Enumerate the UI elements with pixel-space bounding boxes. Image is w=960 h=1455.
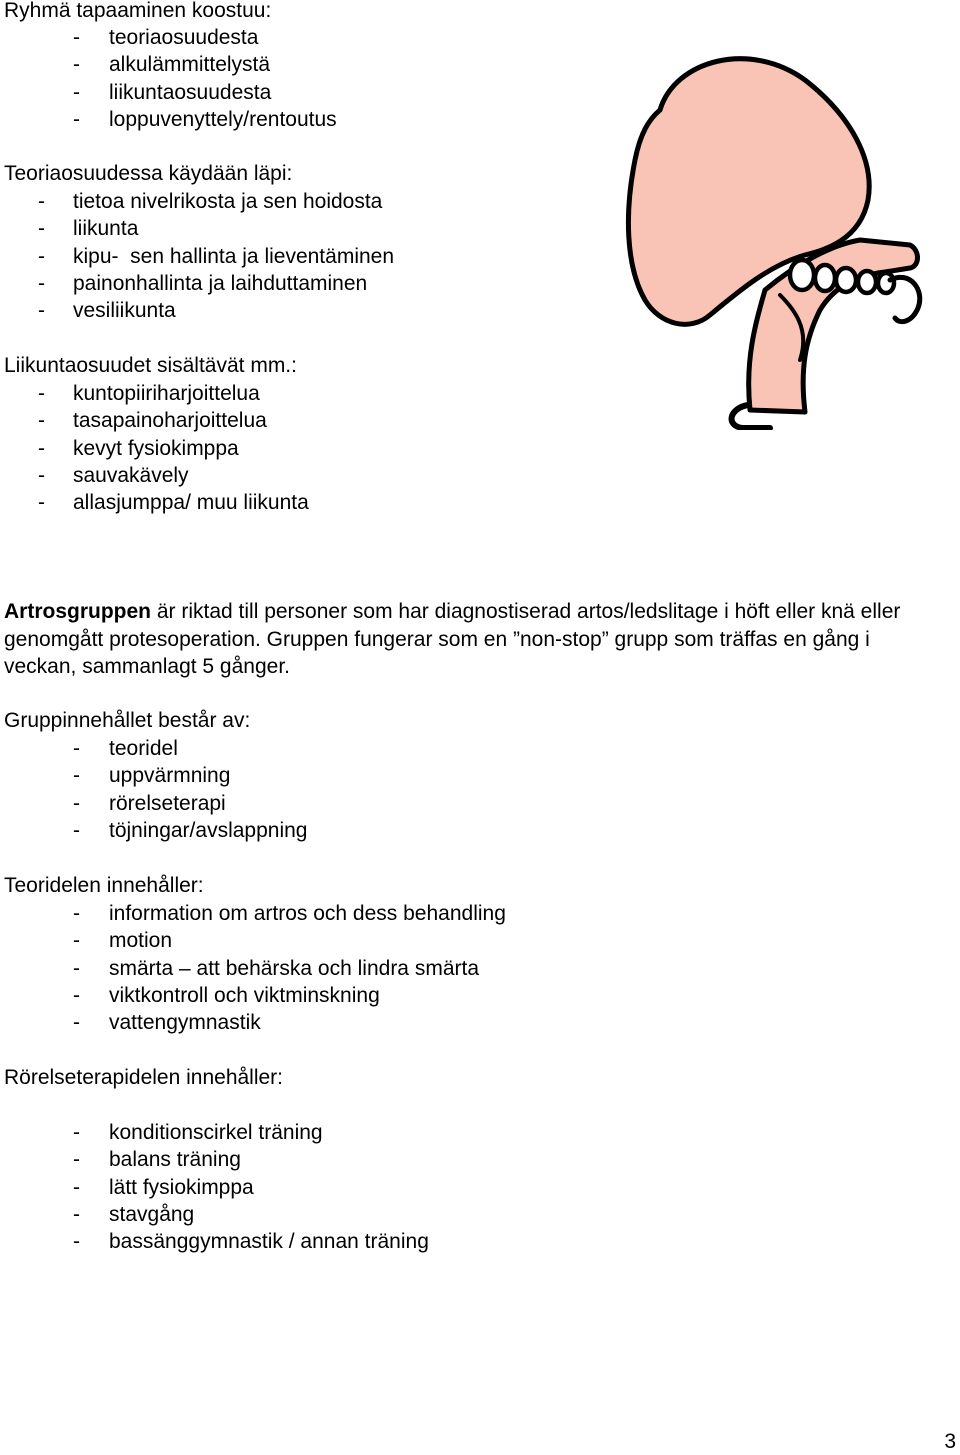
section-heading-theory: Teoriaosuudessa käydään läpi: (4, 162, 293, 185)
intro-text: är riktad till personer som har diagnostiserad artos/ledslitage i höft eller knä eller genomgått protesoperation. Gruppen fungerar som en ”non-stop” grupp som träffas en gång i veckan, sammanlagt 5 gånger. (4, 600, 901, 678)
section-heading-movement-therapy: Rörelseterapidelen innehåller: (4, 1066, 284, 1089)
page-number: 3 (944, 1430, 956, 1453)
section-heading-theory-part: Teoridelen innehåller: (4, 874, 204, 897)
section-heading-group-meeting: Ryhmä tapaaminen koostuu: (4, 0, 272, 22)
section-heading-exercise: Liikuntaosuudet sisältävät mm.: (4, 354, 297, 377)
section-heading-group-content: Gruppinnehållet består av: (4, 709, 251, 732)
intro-paragraph (4, 598, 939, 681)
foot-icon (620, 40, 940, 430)
intro-bold: Artrosgruppen (4, 600, 151, 623)
